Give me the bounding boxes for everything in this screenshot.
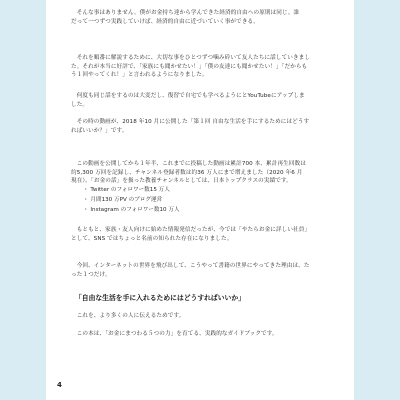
paragraph-first-video <box>71 118 341 135</box>
paragraph-sns <box>71 226 341 243</box>
text-line: した。 <box>71 101 89 108</box>
text-line: った１つだけ。 <box>71 271 111 278</box>
text-line: 現在）。「お金の話」を扱った教養チャンネルとしては、日本トップクラスの実績です。 <box>71 178 292 185</box>
paragraph-stats <box>71 160 341 186</box>
text-line: これを、より多くの人に伝えるためです。 <box>71 313 185 319</box>
text-line: そんな事はありません。僕がお金持ち達から学んできた経済的自由への原則は同じ。誰 <box>71 10 300 16</box>
list-item-text: Instagram のフォロワー数10 万人 <box>90 207 180 213</box>
paragraph-book-intro <box>71 330 341 339</box>
text-line: 何度も同じ話をするのは大変だし、復習で自宅でも学べるようにとYouTubeにアップしま <box>71 93 305 99</box>
paragraph-reason <box>71 262 341 279</box>
achievement-list <box>83 185 333 215</box>
text-line: た。それが本当に好評で、「家族にも聞かせたい！」「僕の友達にも聞かせたい！」「だからも <box>71 63 308 70</box>
list-item-text: Twitter のフォロワー数15 万人 <box>90 187 170 193</box>
text-line: う１回やってくれ！」と言われるようになりました。 <box>71 72 208 79</box>
text-line: 約5,300 万回を記録し、チャンネル登録者数は約36 万人にまで増えました（2020 年6 月 <box>71 169 303 176</box>
text-line: この動画を公開してから１年半、これまでに投稿した動画は累計700 本、累計再生回数は <box>71 161 306 167</box>
paragraph-purpose <box>71 312 341 321</box>
list-item-text: 月間130 万PV のブログ運営 <box>90 197 163 203</box>
text-line: この本は、「お金にまつわる５つの力」を育てる、実践的なガイドブックです。 <box>71 331 278 337</box>
text-line: もともと、家族・友人向けに始めた情報発信だったが、今では「やたらお金に詳しい社員」 <box>71 227 311 233</box>
text-line: 今回、インターネットの世界を飛び出して、こうやって書籍の世界にやってきた理由は、た <box>71 263 310 269</box>
list-item: ・ Instagram のフォロワー数10 万人 <box>83 207 180 213</box>
paragraph-explain <box>71 54 341 80</box>
text-line: その時の動画が、2018 年10 月に公開した「第１回 自由な生活を手にするためにはどうす <box>71 119 310 125</box>
section-heading: 「自由な生活を手に入れるためにはどうすればいいか」 <box>75 294 245 302</box>
paragraph-youtube <box>71 92 341 109</box>
paragraph-intro <box>71 9 341 26</box>
text-line: ればいいか？」です。 <box>71 127 128 134</box>
list-item: ・ Twitter のフォロワー数15 万人 <box>83 187 170 193</box>
text-line: だって一つずつ実践していけば、経済的自由に近づいていく事ができる。 <box>71 18 259 25</box>
text-line: それを順番に解説するために、大切な事をひとつずつ噛み砕いて友人たちに話していきまし <box>71 55 311 61</box>
list-item: ・ 月間130 万PV のブログ運営 <box>83 197 163 203</box>
text-line: として、SNS ではちょっと名前の知られた存在になりました。 <box>71 235 233 242</box>
page-number: 4 <box>57 381 62 389</box>
